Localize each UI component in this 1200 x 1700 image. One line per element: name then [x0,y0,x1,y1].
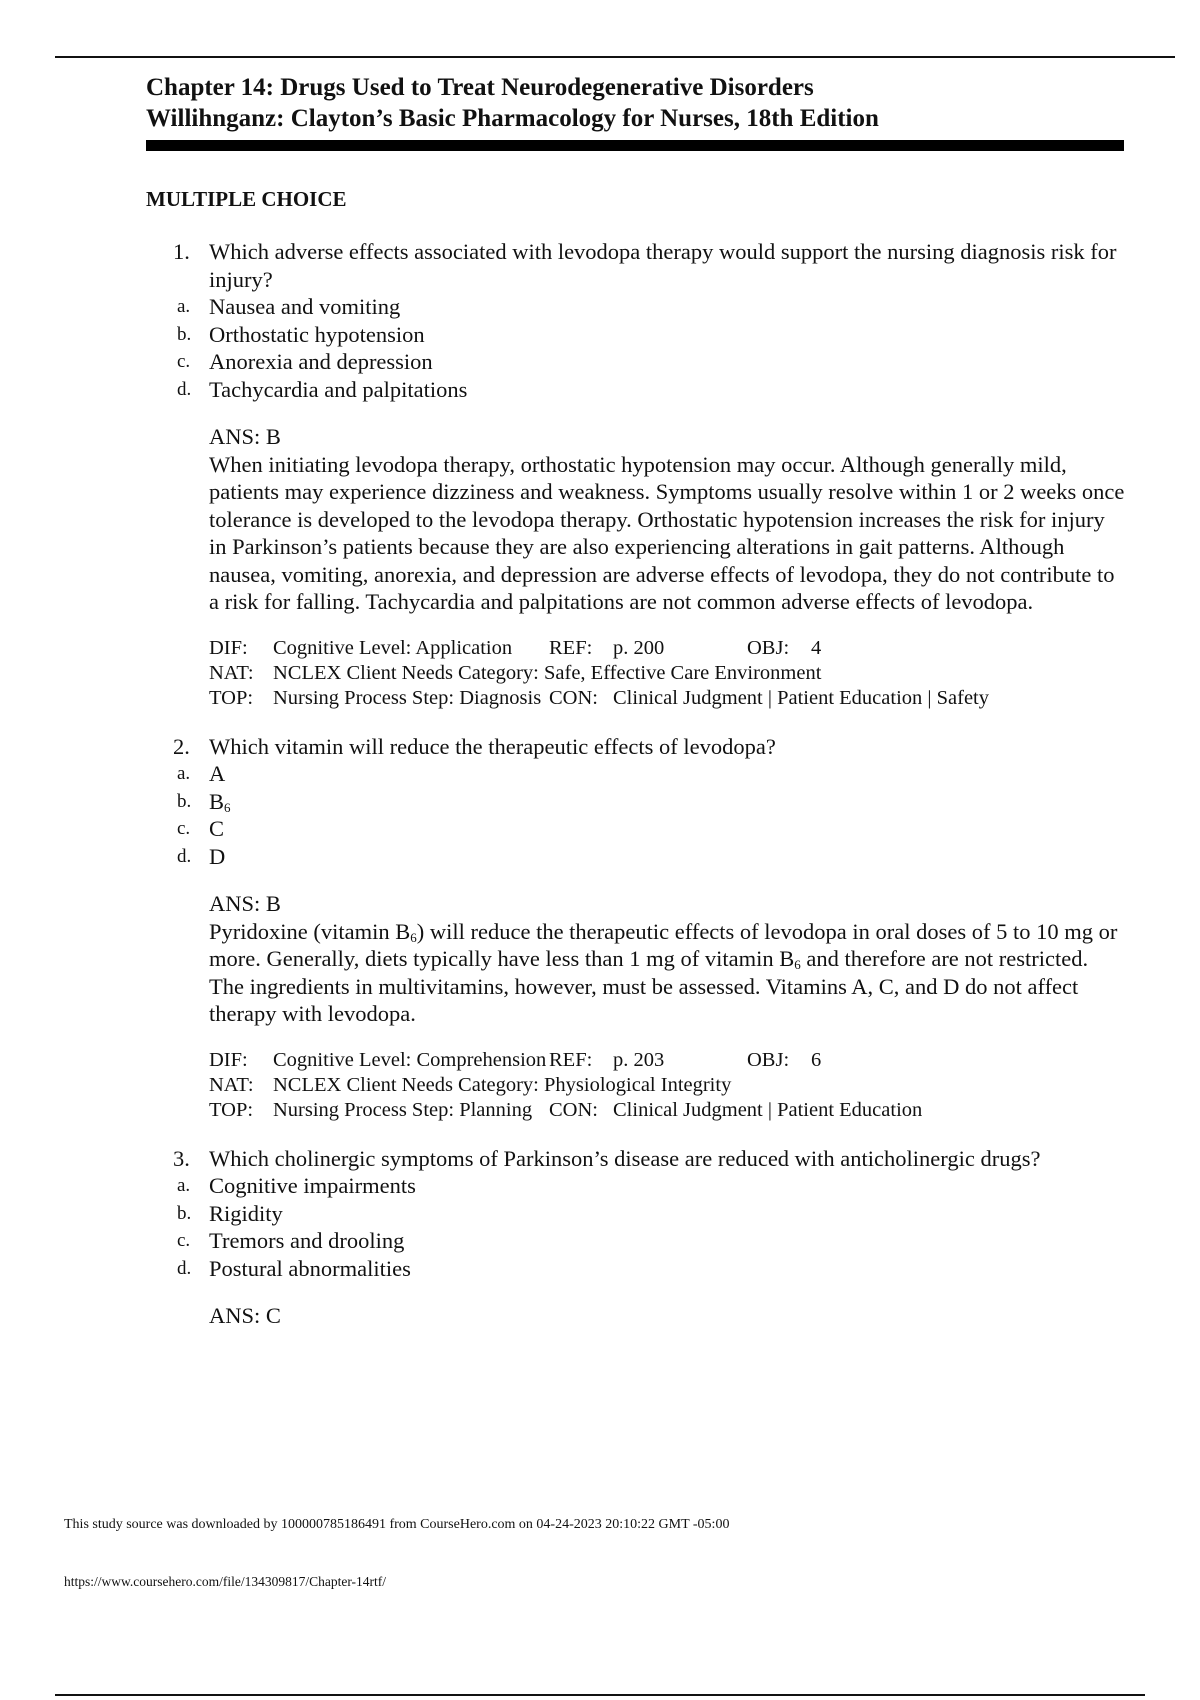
obj-value: 4 [811,636,822,659]
option-letter: d. [177,378,192,400]
question-list [146,238,1126,1330]
subscript: 6 [794,957,801,972]
option-letter: d. [177,845,192,867]
question-metadata [209,1048,1126,1123]
question-stem: Which cholinergic symptoms of Parkinson’s disease are reduced with anticholinergic drugs? [209,1145,1041,1171]
option-text: Orthostatic hypotension [209,321,425,347]
option-text: Tremors and drooling [209,1228,405,1253]
option-letter: c. [177,1230,191,1251]
option-text: Tachycardia and palpitations [209,376,468,402]
nat-value: NCLEX Client Needs Category: Physiological Integrity [273,1073,732,1096]
option-letter: d. [177,1257,192,1279]
source-url-link[interactable]: https://www.coursehero.com/file/134309817/Chapter-14rtf/ [64,1574,387,1589]
chapter-title: Chapter 14: Drugs Used to Treat Neurodegenerative Disorders [146,74,814,101]
option-a [177,293,1126,321]
question-number: 1. [173,239,190,264]
option-letter: b. [177,790,192,812]
option-letter: c. [177,351,191,372]
dif-label: DIF: [209,636,248,659]
option-list [177,293,1126,403]
rationale: When initiating levodopa therapy, orthostatic hypotension may occur. Although generally mild, patients may experience dizziness and weakness. Symptoms usually resolve within 1 or 2 weeks once tolerance is developed to the levodopa therapy. Orthostatic hypotension increases the risk for injury in Parkinson’s patients because they are also experiencing alterations in gait patterns. Although nausea, vomiting, anorexia, and depression are adverse effects of levodopa, they do not contribute to a risk for falling. Tachycardia and palpitations are not common adverse effects of levodopa. [209,451,1125,614]
option-c [177,348,1126,376]
section-heading: MULTIPLE CHOICE [146,187,347,211]
ref-value: p. 203 [613,1048,665,1071]
con-label: CON: [549,1098,598,1121]
obj-label: OBJ: [747,636,790,659]
option-c [177,815,1126,843]
ref-value: p. 200 [613,636,665,659]
con-value: Clinical Judgment | Patient Education | Safety [613,686,989,709]
dif-label: DIF: [209,1048,248,1071]
obj-label: OBJ: [747,1048,790,1071]
question-3 [146,1145,1126,1330]
ref-label: REF: [549,636,593,659]
option-a [177,760,1126,788]
option-text: B [209,788,225,814]
ref-label: REF: [549,1048,593,1071]
header-bar [146,140,1124,151]
bottom-rule [55,1694,1145,1696]
option-b [177,788,1126,816]
rationale-text: Pyridoxine (vitamin B [209,918,411,944]
rationale-text: and therefore are not restricted. The ingredients in multivitamins, however, must be assessed. Vitamins A, C, and D do not affect therapy with levodopa. [209,946,1089,1026]
option-text: Anorexia and depression [209,349,433,374]
con-value: Clinical Judgment | Patient Education [613,1098,923,1121]
obj-value: 6 [811,1048,822,1071]
document-header [146,72,1126,151]
option-letter: a. [177,1175,191,1196]
top-value: Nursing Process Step: Planning [273,1098,533,1121]
option-list [177,760,1126,870]
option-letter: b. [177,1202,192,1224]
subscript: 6 [224,799,231,815]
option-a [177,1172,1126,1200]
option-text: Rigidity [209,1200,283,1226]
top-rule [55,56,1175,58]
option-text: Cognitive impairments [209,1173,416,1198]
option-text: C [209,816,225,841]
top-label: TOP: [209,1098,254,1121]
option-c [177,1227,1126,1255]
option-b [177,321,1126,349]
rationale [209,918,1126,1028]
nat-value: NCLEX Client Needs Category: Safe, Effective Care Environment [273,661,822,684]
answer: ANS: C [209,1303,281,1328]
option-list [177,1172,1126,1282]
option-text: Postural abnormalities [209,1255,411,1281]
option-letter: a. [177,296,191,317]
question-stem: Which adverse effects associated with levodopa therapy would support the nursing diagnosis risk for injury? [209,239,1117,292]
option-d [177,376,1126,404]
option-letter: c. [177,818,191,839]
question-number: 3. [173,1145,190,1171]
book-title: Willihnganz: Clayton’s Basic Pharmacology for Nurses, 18th Edition [146,105,879,132]
question-2 [146,733,1126,1123]
option-letter: b. [177,323,192,345]
subscript: 6 [410,929,417,945]
question-1 [146,238,1126,711]
question-stem: Which vitamin will reduce the therapeutic effects of levodopa? [209,733,776,759]
nat-label: NAT: [209,1073,254,1096]
answer: ANS: B [209,891,281,916]
top-value: Nursing Process Step: Diagnosis [273,686,542,709]
top-label: TOP: [209,686,254,709]
download-notice: This study source was downloaded by 100000785186491 from CourseHero.com on 04-24-2023 20:10:22 GMT -05:00 [64,1517,730,1532]
option-text: D [209,843,226,869]
answer: ANS: B [209,424,281,449]
question-number: 2. [173,733,190,759]
dif-value: Cognitive Level: Comprehension [273,1048,547,1071]
dif-value: Cognitive Level: Application [273,636,513,659]
option-text: A [209,761,226,786]
option-letter: a. [177,763,191,784]
rationale-text: ) will reduce the therapeutic effects of levodopa in oral doses of 5 to 10 mg or more. Generally, diets typically have less than 1 mg of vitamin B [209,918,1118,971]
option-d [177,1255,1126,1283]
nat-label: NAT: [209,661,254,684]
option-b [177,1200,1126,1228]
option-d [177,843,1126,871]
option-text: Nausea and vomiting [209,294,401,319]
question-metadata [209,636,1126,711]
con-label: CON: [549,686,598,709]
